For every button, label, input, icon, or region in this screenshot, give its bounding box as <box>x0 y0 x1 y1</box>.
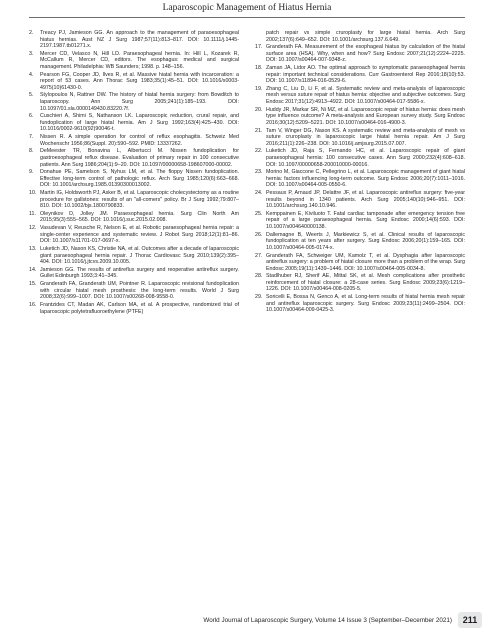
reference-text: Donahue PE, Samelson S, Nyhus LM, et al. The floppy Nissen fundoplication. Effective long-term control of pathologic reflux. Arch Surg 1985;120(6):663–668. DOI: 10.1001/archsurg.1985.01390300013002. <box>40 169 239 189</box>
reference-number: 21. <box>255 127 263 134</box>
reference-text: Stadlhuber RJ, Sherif AE, Mittal SK, et al. Mesh complications after prosthetic reinforcement of hiatal closure: a 28-case series. Surg Endosc 2009;23(6):1219–1226. DOI: 10.1007/s00464-008-0205-5. <box>266 273 465 293</box>
reference-number: 16. <box>29 301 37 308</box>
reference-number: 23. <box>255 169 263 176</box>
reference-number: 24. <box>255 190 263 197</box>
reference-item <box>29 190 239 210</box>
reference-text: Morino M, Giaccone C, Pellegrino L, et al. Laparoscopic management of giant hiatal hernia: factors influencing long-term outcome. Surg Endosc 2006;20(7):1011–1016. DOI: 10.1007/s00464-005-0550-6. <box>266 169 465 189</box>
references-right-column <box>255 30 465 605</box>
reference-item <box>29 225 239 245</box>
reference-text: Stylopoulos N, Rattner DW. The history of hiatal hernia surgery: from Bowditch to laparoscopy. Ann Surg 2005;241(1):185–193. DOI: 10.1097/01.sla.0000149430.83220.7f. <box>40 92 239 112</box>
page-footer <box>0 609 494 631</box>
reference-item <box>255 169 465 189</box>
reference-text: Zaman JA, Lidor AO. The optimal approach to symptomatic paraesophageal hernia repair: important technical considerations. Curr Gastroenterol Rep 2016;18(10):53. DOI: 10.1007/s11894-016-0529-6. <box>266 65 465 85</box>
reference-item <box>255 232 465 252</box>
reference-text: patch repair vs simple cruroplasty for large hiatal hernia. Arch Surg 2002;137(6):649–652. DOI: 10.1001/archsurg.137.6.649. <box>266 30 465 43</box>
reference-text: Martin IG, Holdsworth PJ, Asker B, et al. Laparoscopic cholecystectomy as a routine procedure for gallstones: results of an "all-comers" policy. Br J Surg 1992;79:807–810. DOI: 10.1002/bjs.1800790833. <box>40 190 239 210</box>
reference-text: Luketich JD, Nason KS, Christie NA, et al. Outcomes after a decade of laparoscopic giant paraesophageal hernia repair. J Thorac Cardiovasc Surg 2010;139(2):395–404. DOI: 10.1016/j.jtcvs.2009.10.005. <box>40 246 239 266</box>
reference-text: Pearson FG, Cooper JD, Ilves R, et al. Massive hiatal hernia with incarceration: a report of 53 cases. Ann Thorac Surg 1983;35(1):45–51. DOI: 10.1016/s0003-4975(10)61430-0. <box>40 71 239 91</box>
reference-number: 12. <box>29 225 37 232</box>
reference-number: 28. <box>255 273 263 280</box>
reference-item <box>255 273 465 293</box>
reference-text: Luketich JD, Raja S, Fernando HC, et al. Laparoscopic repair of giant paraesophageal hernia: 100 consecutive cases. Ann Surg 2000;232(4):608–618. DOI: 10.1097/00000658-200010000-00016. <box>266 148 465 168</box>
reference-number: 18. <box>255 65 263 72</box>
reference-text: Cuschieri A, Shimi S, Nathanson LK. Laparoscopic reduction, crural repair, and fundoplication of large hiatal hernia. Am J Surg 1992;163(4):425–430. DOI: 10.1016/0002-9610(92)90046-t. <box>40 113 239 133</box>
reference-number: 7. <box>29 134 34 141</box>
reference-number: 13. <box>29 246 37 253</box>
reference-text: DeMeester TR, Bonavina L, Albertucci M. Nissen fundoplication for gastroesophageal reflux disease. Evaluation of primary repair in 100 consecutive patients. Ann Surg 1986;204(1):9–20. DOI: 10.1097/00000658-198607000-00002. <box>40 148 239 168</box>
references-left-column <box>29 30 239 605</box>
reference-item <box>29 246 239 266</box>
reference-text: Zhang C, Liu D, Li F, et al. Systematic review and meta-analysis of laparoscopic mesh versus suture repair of hiatus hernia: objective and subjective outcomes. Surg Endosc 2017;31(12):4913–4922. DOI: 10.1007/s00464-017-5586-x. <box>266 85 465 106</box>
reference-number: 27. <box>255 252 263 259</box>
reference-text: Dallemagne B, Weerts J, Markiewicz S, et al. Clinical results of laparoscopic fundoplication at ten years after surgery. Surg Endosc 2006;20(1):159–165. DOI: 10.1007/s00464-005-0174-x. <box>266 231 465 251</box>
reference-number: 9. <box>29 169 34 176</box>
reference-text: Kemppainen E, Kiviluoto T. Fatal cardiac tamponade after emergency tension free repair of a large paraesophageal hernia. Surg Endosc 2000;14(6):593. DOI: 10.1007/s004640000138. <box>266 210 465 230</box>
reference-number: 19. <box>255 85 263 92</box>
reference-item <box>29 92 239 112</box>
reference-number: 26. <box>255 231 263 238</box>
reference-item <box>255 65 465 85</box>
running-title: Laparoscopic Management of Hiatus Hernia <box>162 3 332 13</box>
reference-item <box>29 51 239 71</box>
reference-item <box>29 113 239 133</box>
reference-item <box>29 134 239 147</box>
reference-number: 3. <box>29 50 34 57</box>
page-number: 211 <box>458 612 482 628</box>
reference-number: 14. <box>29 266 37 273</box>
reference-item <box>255 107 465 127</box>
reference-text: Oleynikov D, Jolley JM. Paraesophageal hernia. Surg Clin North Am 2015;95(3):555–565. DOI: 10.1016/j.suc.2015.02.008. <box>40 210 239 224</box>
reference-number: 25. <box>255 210 263 217</box>
reference-number: 5. <box>29 92 34 99</box>
reference-item <box>255 294 465 314</box>
reference-item <box>255 128 465 148</box>
header-rule <box>29 17 465 18</box>
running-header <box>0 0 494 24</box>
reference-number: 6. <box>29 113 34 120</box>
reference-text: Nissen R. A simple operation for control of reflux esophagitis. Schweiz Med Wochenschr 1956;86(Suppl. 20):590–592. PMID: 13337262. <box>40 134 239 147</box>
reference-number: 8. <box>29 148 34 155</box>
references-columns <box>29 30 465 605</box>
reference-item <box>255 190 465 210</box>
reference-text: Soricelli E, Bossa N, Genco A, et al. Long-term results of hiatal hernia mesh repair and antireflux laparoscopic surgery. Surg Endosc 2009;23(11):2499–2504. DOI: 10.1007/s00464-009-0425-3. <box>266 294 465 314</box>
reference-item <box>255 211 465 231</box>
reference-item <box>29 169 239 189</box>
reference-item <box>255 30 465 43</box>
reference-number: 20. <box>255 106 263 113</box>
reference-item <box>29 72 239 92</box>
reference-text: Pessaux P, Arnaud JP, Delattre JF, et al. Laparoscopic antireflux surgery: five-year results beyond in 1340 patients. Arch Surg 2005;140(10):946–951. DOI: 10.1001/archsurg.140.10.946. <box>266 190 465 210</box>
reference-text: Granderath FA. Measurement of the esophageal hiatus by calculation of the hiatal surface area (HSA). Why, when and how? Surg Endosc 2007;21(12):2224–2225. DOI: 10.1007/s00464-007-9348-z. <box>266 44 465 64</box>
reference-text: Mercer CD, Velasco N, Hill LD. Paraesophageal hernia. In: Hill L, Kozarek R, McCallum R, Mercer CD, editors. The esophagus: medical and surgical management. Philadelphia: WB Saunders; 1998. p. 148–156. <box>40 50 239 70</box>
reference-item <box>29 302 239 315</box>
reference-number: 15. <box>29 281 37 288</box>
reference-item <box>29 30 239 50</box>
reference-number: 22. <box>255 148 263 155</box>
reference-number <box>255 30 266 43</box>
reference-item <box>29 267 239 280</box>
reference-number: 17. <box>255 44 263 51</box>
reference-text: Huddy JR, Markar SR, Ni MZ, et al. Laparoscopic repair of hiatus hernia: does mesh type influence outcome? A meta-analysis and European survey study. Surg Endosc 2016;30(12):5209–5221. DOI: 10.1007/s00464-016-4900-3. <box>266 106 465 126</box>
reference-item <box>255 86 465 106</box>
reference-text: Granderath FA, Schweiger UM, Kamolz T, et al. Dysphagia after laparoscopic antireflux surgery: a problem of hiatal closure more than a problem of the wrap. Surg Endosc 2005;19(11):1439–1446. DOI: 10.1007/s00464-005-0034-8. <box>266 252 465 272</box>
reference-item <box>255 44 465 64</box>
reference-text: Frantzides CT, Madan AK, Carlson MA, et al. A prospective, randomized trial of laparoscopic polytetrafluoroethylene (PTFE) <box>40 301 239 315</box>
reference-number: 10. <box>29 190 37 197</box>
reference-text: Granderath FA, Granderath UM, Pointner R. Laparoscopic revisional fundoplication with circular hiatal mesh prosthesis: the long-term results. World J Surg 2008;32(6):999–1007. DOI: 10.1007/s00268-008-9558-0. <box>40 281 239 301</box>
reference-text: Vasudevan V, Reusche R, Nelson E, et al. Robotic paraesophageal hernia repair: a single-center experience and systematic review. J Robot Surg 2018;12(1):81–86. DOI: 10.1007/s11701-017-0697-x. <box>40 225 239 245</box>
reference-text: Jamieson GG. The results of antireflux surgery and reoperative antireflux surgery. Gullet Edinburgh 1993;3:41–345. <box>40 266 239 280</box>
reference-item <box>29 281 239 301</box>
reference-item <box>255 148 465 168</box>
reference-text: Tam V, Winger DG, Nason KS. A systematic review and meta-analysis of mesh vs suture cruroplasty in laparoscopic large hiatal hernia repair. Am J Surg 2016;211(1):226–238. DOI: 10.1016/j.amjsurg.2015.07.007. <box>266 127 465 147</box>
reference-item <box>255 253 465 273</box>
reference-text: Treacy PJ, Jamieson GG. An approach to the management of paraoesophageal hiatus hernias. Aust NZ J Surg 1987;57(11):813–817. DOI: 10.1111/j.1445-2197.1987.tb01271.x. <box>40 30 239 50</box>
footer-journal-citation: World Journal of Laparoscopic Surgery, Volume 14 Issue 3 (September–December 2021) <box>203 617 452 624</box>
reference-item <box>29 211 239 224</box>
reference-number: 4. <box>29 71 34 78</box>
reference-number: 2. <box>29 30 34 36</box>
reference-number: 11. <box>29 210 36 217</box>
reference-item <box>29 148 239 168</box>
reference-number: 29. <box>255 294 263 301</box>
